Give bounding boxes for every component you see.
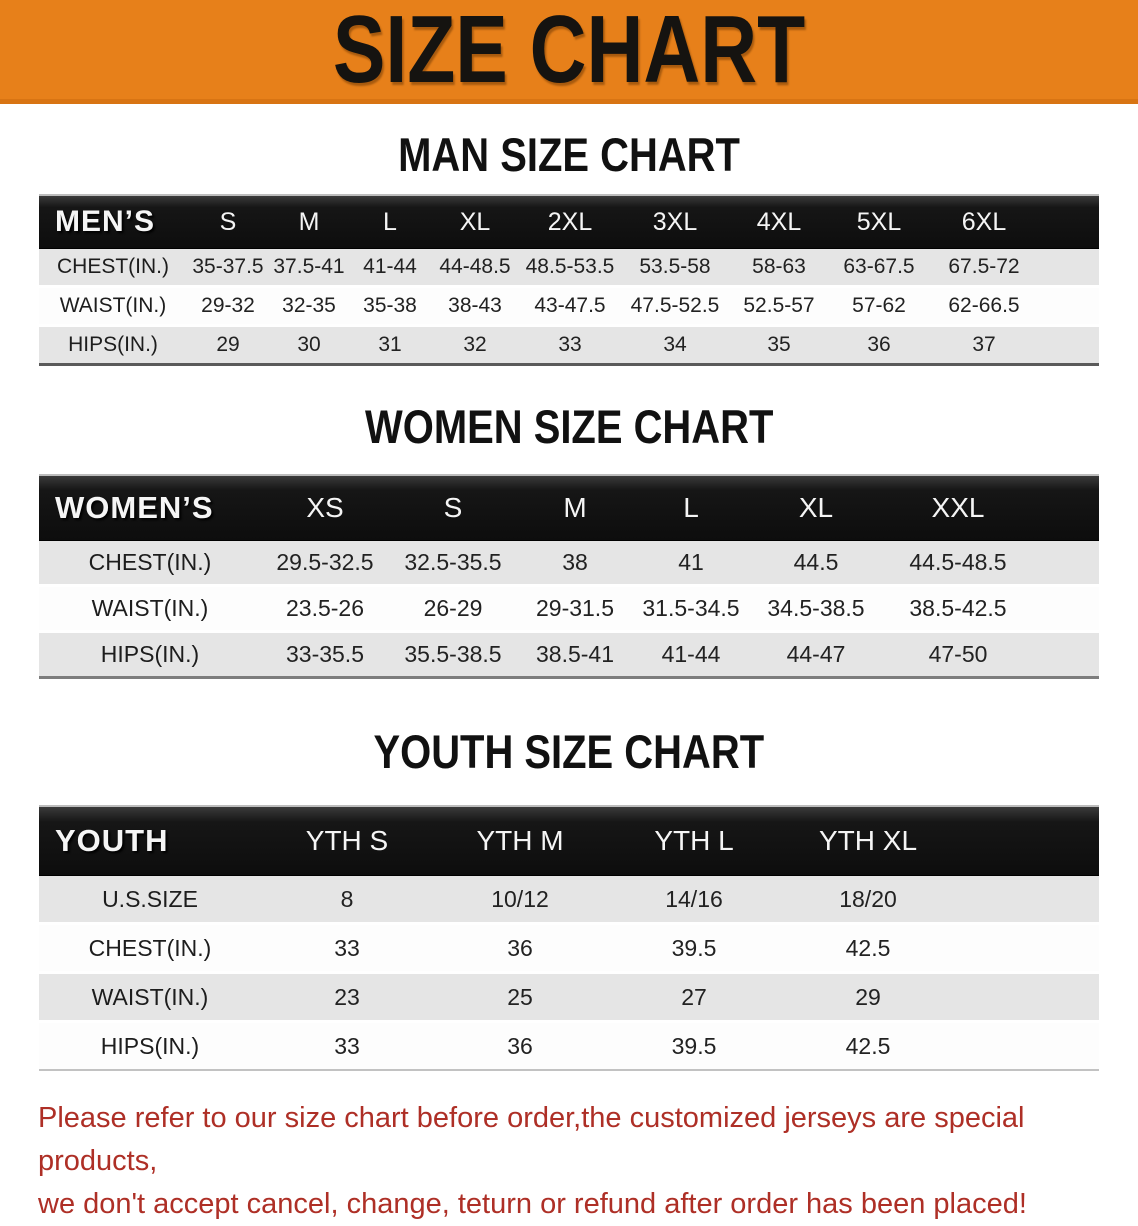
youth-size-table-wrap xyxy=(39,805,1099,1071)
size-cell: 44.5 xyxy=(749,541,883,587)
size-cell: 62-66.5 xyxy=(929,288,1039,327)
size-cell: 36 xyxy=(433,925,607,974)
women-col-header: L xyxy=(633,474,749,541)
size-cell: 33 xyxy=(261,925,433,974)
size-cell: 35 xyxy=(729,327,829,363)
size-cell: 57-62 xyxy=(829,288,929,327)
size-cell: 39.5 xyxy=(607,1023,781,1069)
size-cell: 33 xyxy=(261,1023,433,1069)
youth-heading-text: YOUTH SIZE CHART xyxy=(373,725,765,778)
banner xyxy=(0,0,1138,104)
size-cell: 26-29 xyxy=(389,587,517,633)
row-label: CHEST(IN.) xyxy=(39,249,187,288)
size-cell: 36 xyxy=(829,327,929,363)
men-heading-text: MAN SIZE CHART xyxy=(398,128,740,181)
size-cell: 37.5-41 xyxy=(269,249,349,288)
youth-section-heading xyxy=(0,727,1138,777)
size-cell: 44.5-48.5 xyxy=(883,541,1033,587)
youth-col-header: YTH L xyxy=(607,805,781,876)
size-cell: 29 xyxy=(781,974,955,1023)
filler-cell xyxy=(955,974,1099,1023)
size-cell: 14/16 xyxy=(607,876,781,925)
size-cell: 43-47.5 xyxy=(519,288,621,327)
men-header-filler xyxy=(1039,194,1099,249)
size-cell: 44-48.5 xyxy=(431,249,519,288)
filler-cell xyxy=(1039,288,1099,327)
women-size-table-wrap xyxy=(39,474,1099,679)
size-cell: 8 xyxy=(261,876,433,925)
men-waist-row xyxy=(39,288,1099,327)
women-section-heading xyxy=(0,402,1138,452)
men-col-header: M xyxy=(269,194,349,249)
women-col-header: M xyxy=(517,474,633,541)
size-cell: 35-37.5 xyxy=(187,249,269,288)
size-cell: 29.5-32.5 xyxy=(261,541,389,587)
size-cell: 33-35.5 xyxy=(261,633,389,676)
size-cell: 38.5-42.5 xyxy=(883,587,1033,633)
men-col-header: 5XL xyxy=(829,194,929,249)
men-header-row xyxy=(39,194,1099,249)
women-table-title: WOMEN’S xyxy=(39,474,261,541)
row-label: WAIST(IN.) xyxy=(39,974,261,1023)
women-heading-text: WOMEN SIZE CHART xyxy=(364,400,774,453)
filler-cell xyxy=(1039,249,1099,288)
women-header-row xyxy=(39,474,1099,541)
size-cell: 32.5-35.5 xyxy=(389,541,517,587)
men-col-header: 6XL xyxy=(929,194,1039,249)
size-cell: 27 xyxy=(607,974,781,1023)
size-cell: 29-31.5 xyxy=(517,587,633,633)
youth-hips-row xyxy=(39,1023,1099,1069)
size-cell: 37 xyxy=(929,327,1039,363)
row-label: HIPS(IN.) xyxy=(39,633,261,676)
size-cell: 52.5-57 xyxy=(729,288,829,327)
row-label: HIPS(IN.) xyxy=(39,1023,261,1069)
women-hips-row xyxy=(39,633,1099,676)
women-header-filler xyxy=(1033,474,1099,541)
size-cell: 29-32 xyxy=(187,288,269,327)
disclaimer-line-2: we don't accept cancel, change, teturn or refund after order has been placed! xyxy=(38,1188,1027,1220)
filler-cell xyxy=(1033,633,1099,676)
size-cell: 30 xyxy=(269,327,349,363)
size-cell: 18/20 xyxy=(781,876,955,925)
men-chest-row xyxy=(39,249,1099,288)
men-col-header: 2XL xyxy=(519,194,621,249)
filler-cell xyxy=(1039,327,1099,363)
filler-cell xyxy=(955,925,1099,974)
filler-cell xyxy=(955,1023,1099,1069)
men-col-header: XL xyxy=(431,194,519,249)
women-col-header: XXL xyxy=(883,474,1033,541)
youth-col-header: YTH S xyxy=(261,805,433,876)
men-hips-row xyxy=(39,327,1099,363)
size-cell: 67.5-72 xyxy=(929,249,1039,288)
row-label: WAIST(IN.) xyxy=(39,587,261,633)
size-cell: 31.5-34.5 xyxy=(633,587,749,633)
size-cell: 31 xyxy=(349,327,431,363)
row-label: CHEST(IN.) xyxy=(39,541,261,587)
row-label: HIPS(IN.) xyxy=(39,327,187,363)
youth-ussize-row xyxy=(39,876,1099,925)
women-col-header: XL xyxy=(749,474,883,541)
size-cell: 39.5 xyxy=(607,925,781,974)
men-col-header: S xyxy=(187,194,269,249)
size-cell: 58-63 xyxy=(729,249,829,288)
size-cell: 36 xyxy=(433,1023,607,1069)
youth-chest-row xyxy=(39,925,1099,974)
size-cell: 42.5 xyxy=(781,1023,955,1069)
women-col-header: XS xyxy=(261,474,389,541)
size-cell: 32-35 xyxy=(269,288,349,327)
size-cell: 23 xyxy=(261,974,433,1023)
size-cell: 32 xyxy=(431,327,519,363)
youth-col-header: YTH M xyxy=(433,805,607,876)
size-cell: 35-38 xyxy=(349,288,431,327)
disclaimer-line-1: Please refer to our size chart before order,the customized jerseys are special products, xyxy=(38,1102,1025,1177)
filler-cell xyxy=(1033,541,1099,587)
women-size-table xyxy=(39,474,1099,676)
size-cell: 34 xyxy=(621,327,729,363)
size-cell: 23.5-26 xyxy=(261,587,389,633)
size-cell: 42.5 xyxy=(781,925,955,974)
size-cell: 47.5-52.5 xyxy=(621,288,729,327)
filler-cell xyxy=(1033,587,1099,633)
size-cell: 53.5-58 xyxy=(621,249,729,288)
men-size-table xyxy=(39,194,1099,363)
size-cell: 38.5-41 xyxy=(517,633,633,676)
size-cell: 29 xyxy=(187,327,269,363)
size-cell: 48.5-53.5 xyxy=(519,249,621,288)
men-size-table-wrap xyxy=(39,194,1099,366)
size-cell: 47-50 xyxy=(883,633,1033,676)
youth-col-header: YTH XL xyxy=(781,805,955,876)
women-chest-row xyxy=(39,541,1099,587)
size-cell: 33 xyxy=(519,327,621,363)
row-label: U.S.SIZE xyxy=(39,876,261,925)
youth-waist-row xyxy=(39,974,1099,1023)
size-cell: 41-44 xyxy=(349,249,431,288)
youth-header-row xyxy=(39,805,1099,876)
youth-header-filler xyxy=(955,805,1099,876)
youth-table-title: YOUTH xyxy=(39,805,261,876)
size-cell: 25 xyxy=(433,974,607,1023)
men-col-header: 3XL xyxy=(621,194,729,249)
row-label: CHEST(IN.) xyxy=(39,925,261,974)
banner-title: SIZE CHART xyxy=(332,0,806,103)
size-cell: 35.5-38.5 xyxy=(389,633,517,676)
size-cell: 38-43 xyxy=(431,288,519,327)
size-cell: 44-47 xyxy=(749,633,883,676)
men-table-title: MEN’S xyxy=(39,194,187,249)
size-cell: 34.5-38.5 xyxy=(749,587,883,633)
men-col-header: L xyxy=(349,194,431,249)
disclaimer-text xyxy=(38,1097,1100,1226)
women-col-header: S xyxy=(389,474,517,541)
women-waist-row xyxy=(39,587,1099,633)
size-cell: 41 xyxy=(633,541,749,587)
size-cell: 63-67.5 xyxy=(829,249,929,288)
youth-size-table xyxy=(39,805,1099,1069)
size-cell: 38 xyxy=(517,541,633,587)
men-col-header: 4XL xyxy=(729,194,829,249)
size-cell: 10/12 xyxy=(433,876,607,925)
men-section-heading xyxy=(0,130,1138,180)
row-label: WAIST(IN.) xyxy=(39,288,187,327)
size-cell: 41-44 xyxy=(633,633,749,676)
filler-cell xyxy=(955,876,1099,925)
